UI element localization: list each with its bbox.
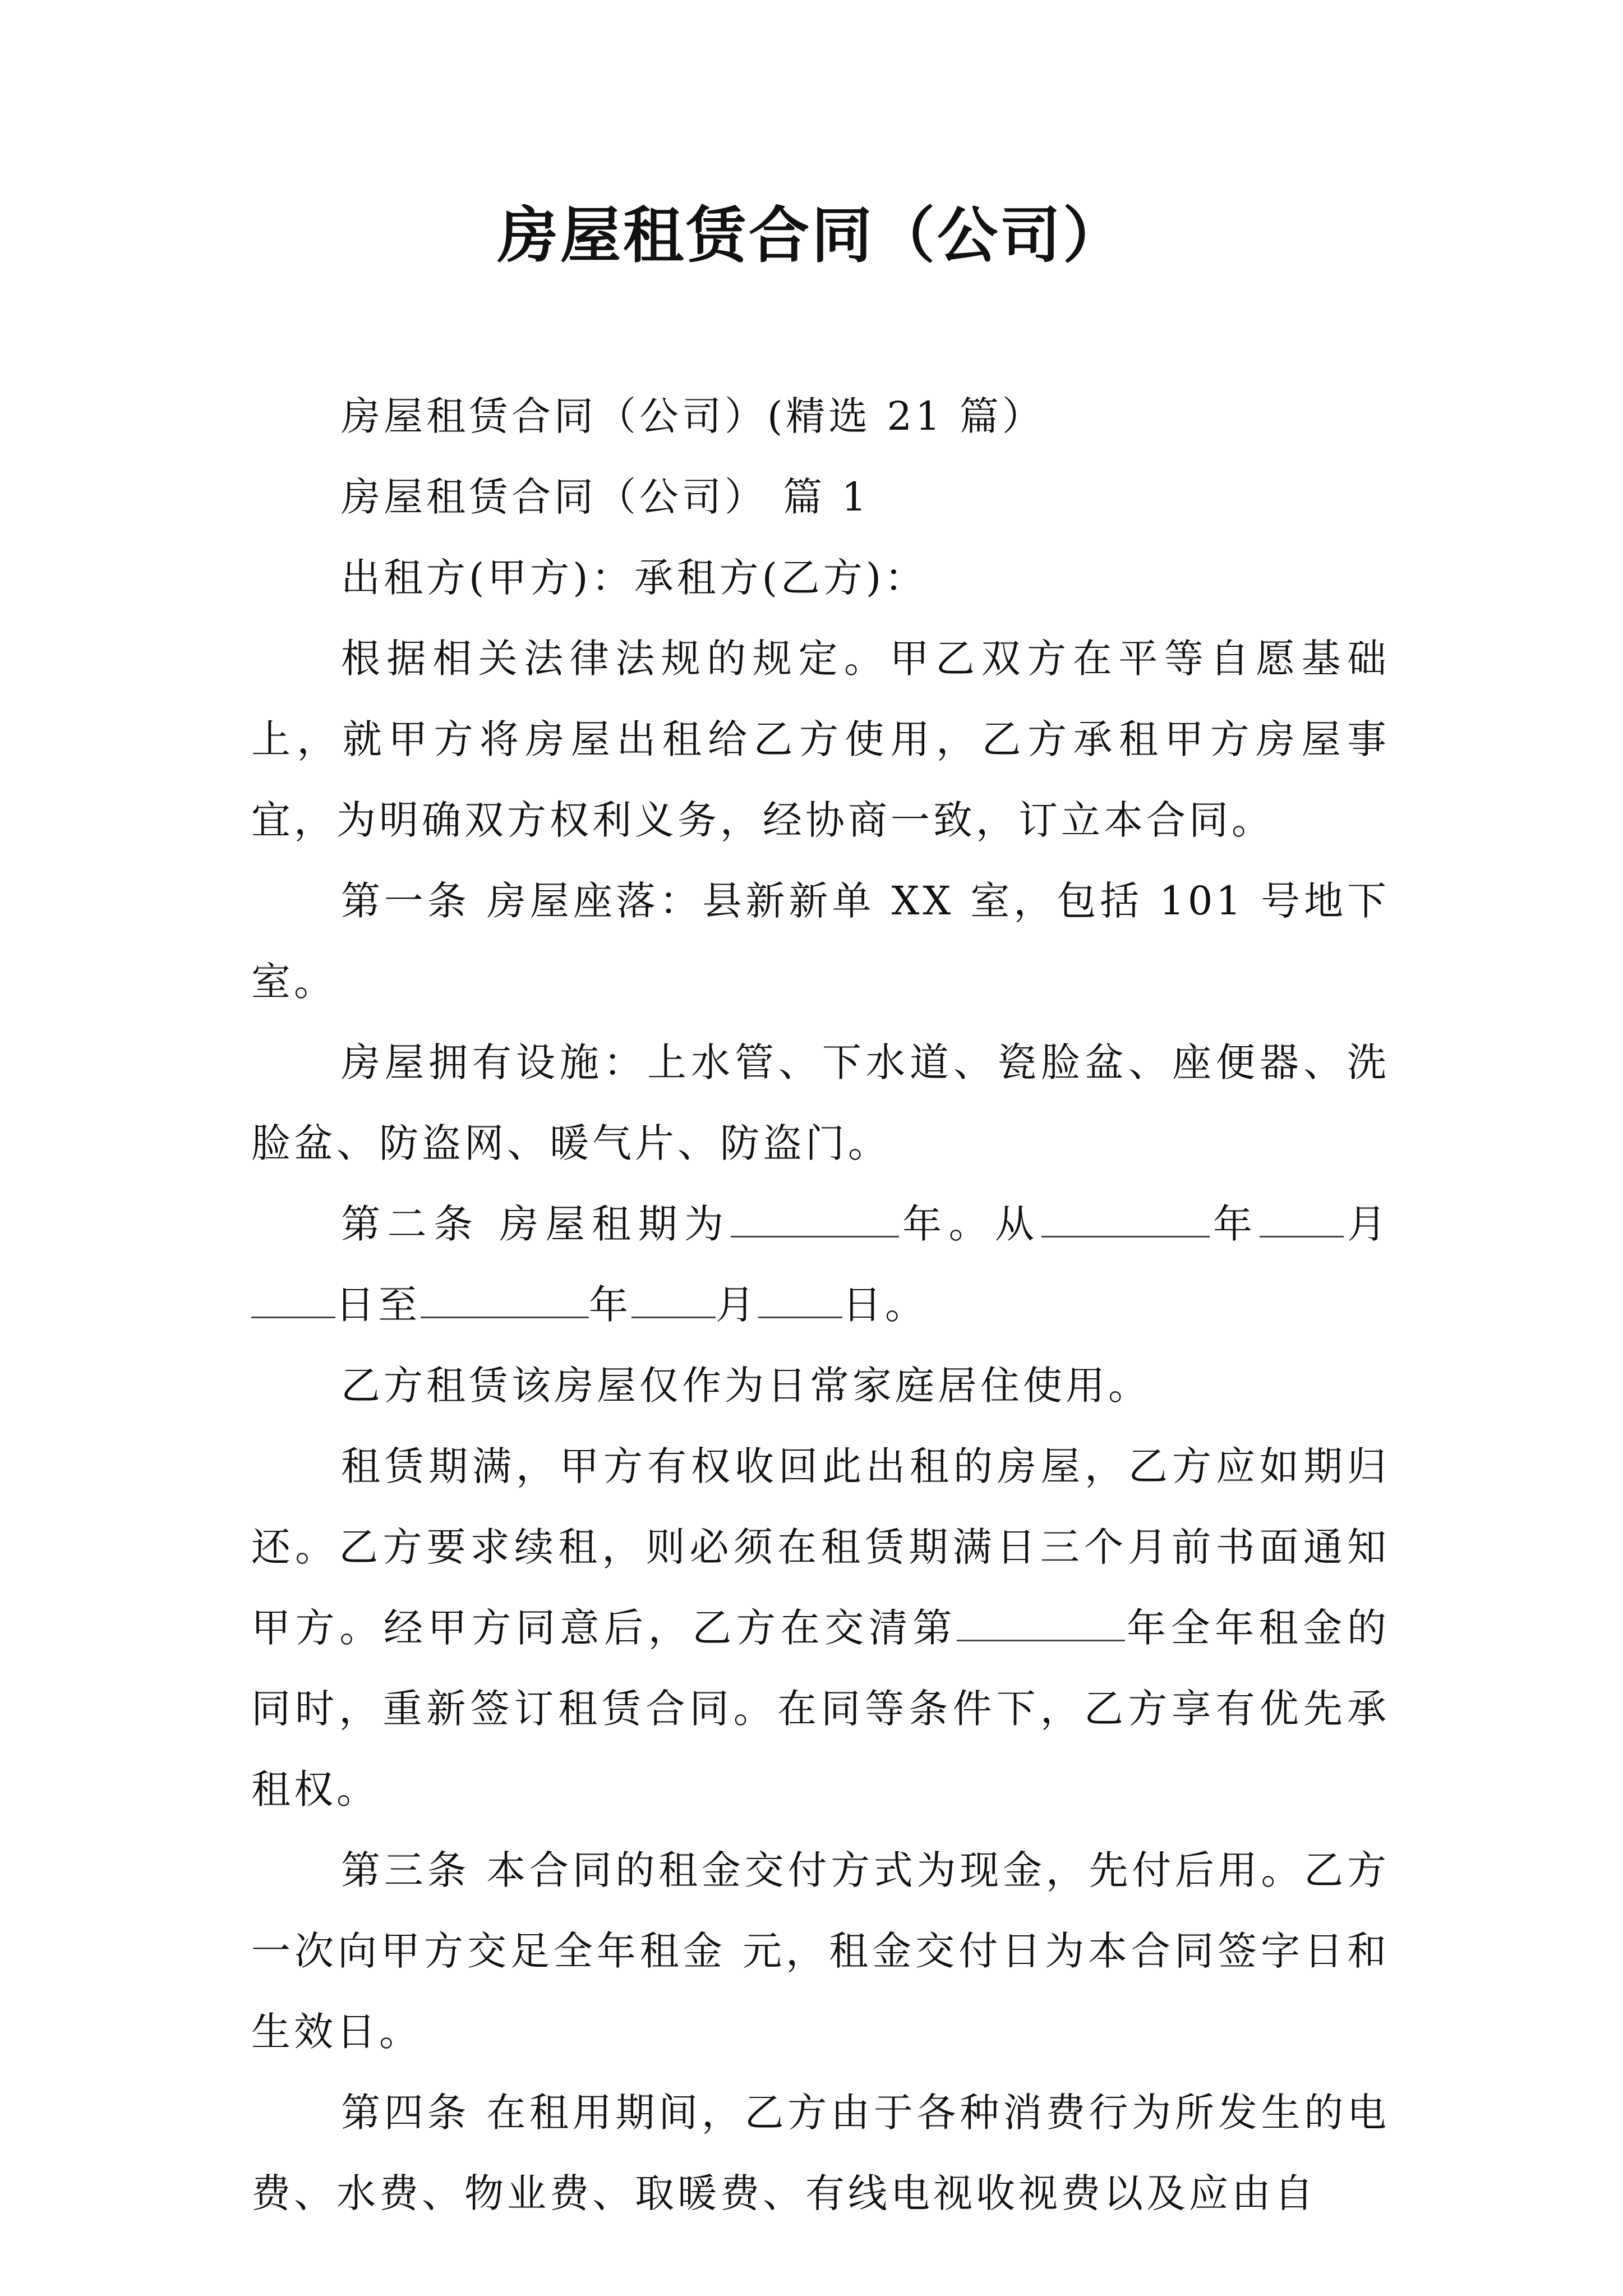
renewal-year-blank [957,1600,1125,1641]
document-body [251,376,1390,2234]
parties-line: 出租方(甲方)：承租方(乙方)： [341,555,928,601]
end-day-blank [758,1277,842,1318]
end-year-blank [421,1277,589,1318]
document-title: 房屋租赁合同（公司） [497,200,1126,271]
start-day-blank [251,1277,335,1318]
start-month-blank [1260,1197,1344,1237]
article-2-text: 日。 [842,1282,928,1328]
section-line: 房屋租赁合同（公司） 篇 1 [341,474,870,520]
start-year-blank [1041,1197,1210,1237]
article-2-text: 年 [1209,1201,1260,1247]
intro-paragraph: 根据相关法律法规的规定。甲乙双方在平等自愿基础上，就甲方将房屋出租给乙方使用，乙方承租甲方房屋事宜，为明确双方权利义务，经协商一致，订立本合同。 [251,636,1390,843]
usage-paragraph: 乙方租赁该房屋仅作为日常家庭居住使用。 [341,1363,1151,1409]
article-2-text: 年。从 [898,1201,1041,1247]
article-2-text: 第二条 房屋租期为 [341,1201,731,1247]
article-4-paragraph: 第四条 在租用期间，乙方由于各种消费行为所发生的电费、水费、物业费、取暖费、有线电视收视费以及应由自 [251,2090,1390,2216]
renewal-text: 租赁期满，甲方有权收回此出租的房屋，乙方应如期归还。乙方要求续租，则必须在租赁期满日三个月前书面通知甲方。经甲方同意后，乙方在交清第 [251,1443,1390,1651]
article-2-text: 日至 [335,1282,421,1328]
heading-line: 房屋租赁合同（公司）(精选 21 篇） [341,393,1045,439]
lease-years-blank [731,1197,899,1237]
article-2-paragraph [251,1184,1390,1345]
article-1-paragraph: 第一条 房屋座落：县新新单 XX 室，包括 101 号地下室。 [251,878,1390,1005]
article-2-text: 月 [1343,1201,1390,1247]
end-month-blank [631,1277,716,1318]
article-2-text: 年 [589,1282,631,1328]
renewal-text: 年全年租金的同时，重新签订租赁合同。在同等条件下，乙方享有优先承租权。 [251,1605,1390,1812]
article-2-text: 月 [716,1282,758,1328]
article-3-paragraph: 第三条 本合同的租金交付方式为现金，先付后用。乙方一次向甲方交足全年租金 元，租金交付日为本合同签字日和生效日。 [251,1847,1390,2055]
facilities-paragraph: 房屋拥有设施：上水管、下水道、瓷脸盆、座便器、洗脸盆、防盗网、暖气片、防盗门。 [251,1039,1390,1166]
renewal-paragraph [251,1426,1390,1830]
